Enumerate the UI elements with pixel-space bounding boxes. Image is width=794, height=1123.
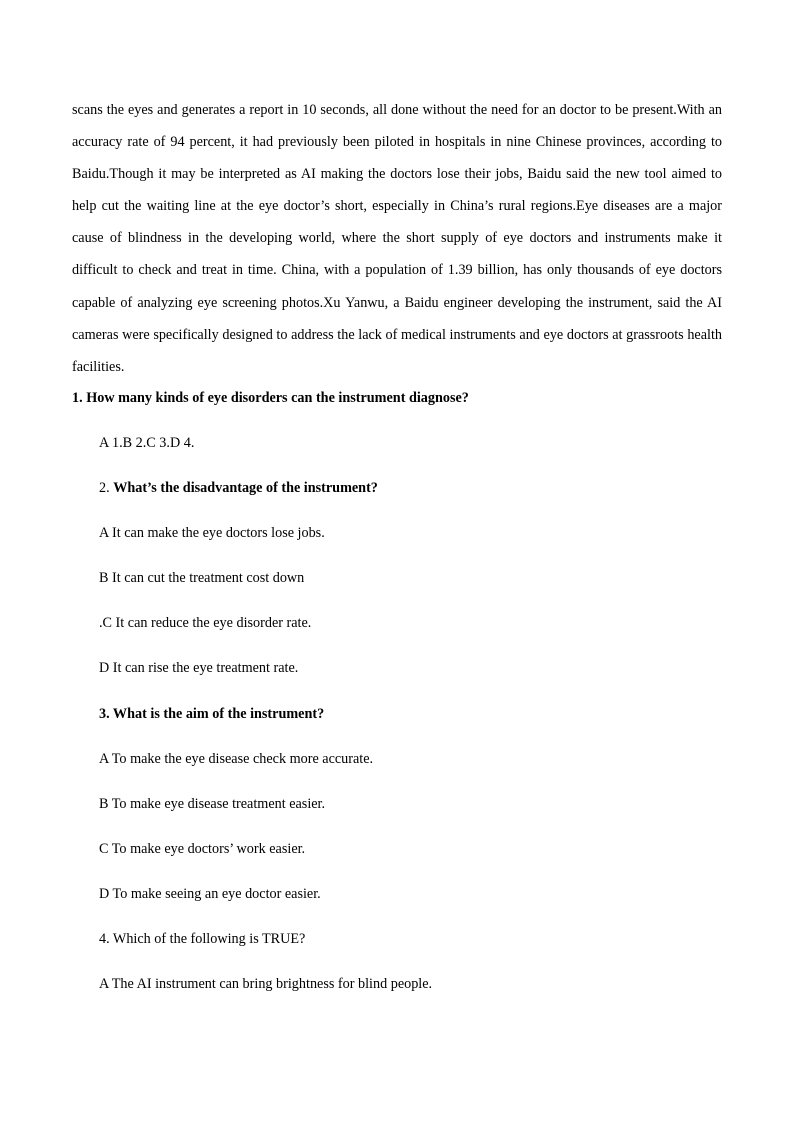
question-1-stem: 1. How many kinds of eye disorders can the instrument diagnose? bbox=[72, 390, 469, 406]
question-2-option-a: A It can make the eye doctors lose jobs. bbox=[99, 525, 325, 541]
question-2-text: What’s the disadvantage of the instrument? bbox=[113, 480, 378, 496]
question-3-option-d: D To make seeing an eye doctor easier. bbox=[99, 886, 321, 902]
question-2-option-d: D It can rise the eye treatment rate. bbox=[99, 660, 299, 676]
question-2-stem bbox=[99, 479, 378, 497]
question-2-number: 2. bbox=[99, 480, 110, 496]
question-4-option-a: A The AI instrument can bring brightness for blind people. bbox=[99, 976, 433, 992]
question-3-option-c: C To make eye doctors’ work easier. bbox=[99, 841, 306, 857]
question-2-option-c: .C It can reduce the eye disorder rate. bbox=[99, 615, 312, 631]
question-4-stem: 4. Which of the following is TRUE? bbox=[99, 931, 306, 947]
question-3-option-b: B To make eye disease treatment easier. bbox=[99, 796, 326, 812]
question-3-option-a: A To make the eye disease check more accurate. bbox=[99, 751, 374, 767]
question-2-option-b: B It can cut the treatment cost down bbox=[99, 570, 305, 586]
question-1-options: A 1.B 2.C 3.D 4. bbox=[99, 435, 195, 451]
question-3-stem: 3. What is the aim of the instrument? bbox=[99, 706, 325, 722]
reading-passage: scans the eyes and generates a report in 10 seconds, all done without the need for an doctor to be present.With an accuracy rate of 94 percent, it had previously been piloted in hospitals in nine Chinese provinces, according to Baidu.Though it may be interpreted as AI making the doctors lose their jobs, Baidu said the new tool aimed to help cut the waiting line at the eye doctor’s short, especially in China’s rural regions.Eye diseases are a major cause of blindness in the developing world, where the short supply of eye doctors and instruments make it difficult to check and treat in time. China, with a population of 1.39 billion, has only thousands of eye doctors capable of analyzing eye screening photos.Xu Yanwu, a Baidu engineer developing the instrument, said the AI cameras were specifically designed to address the lack of medical instruments and eye doctors at grassroots health facilities. bbox=[72, 102, 722, 375]
